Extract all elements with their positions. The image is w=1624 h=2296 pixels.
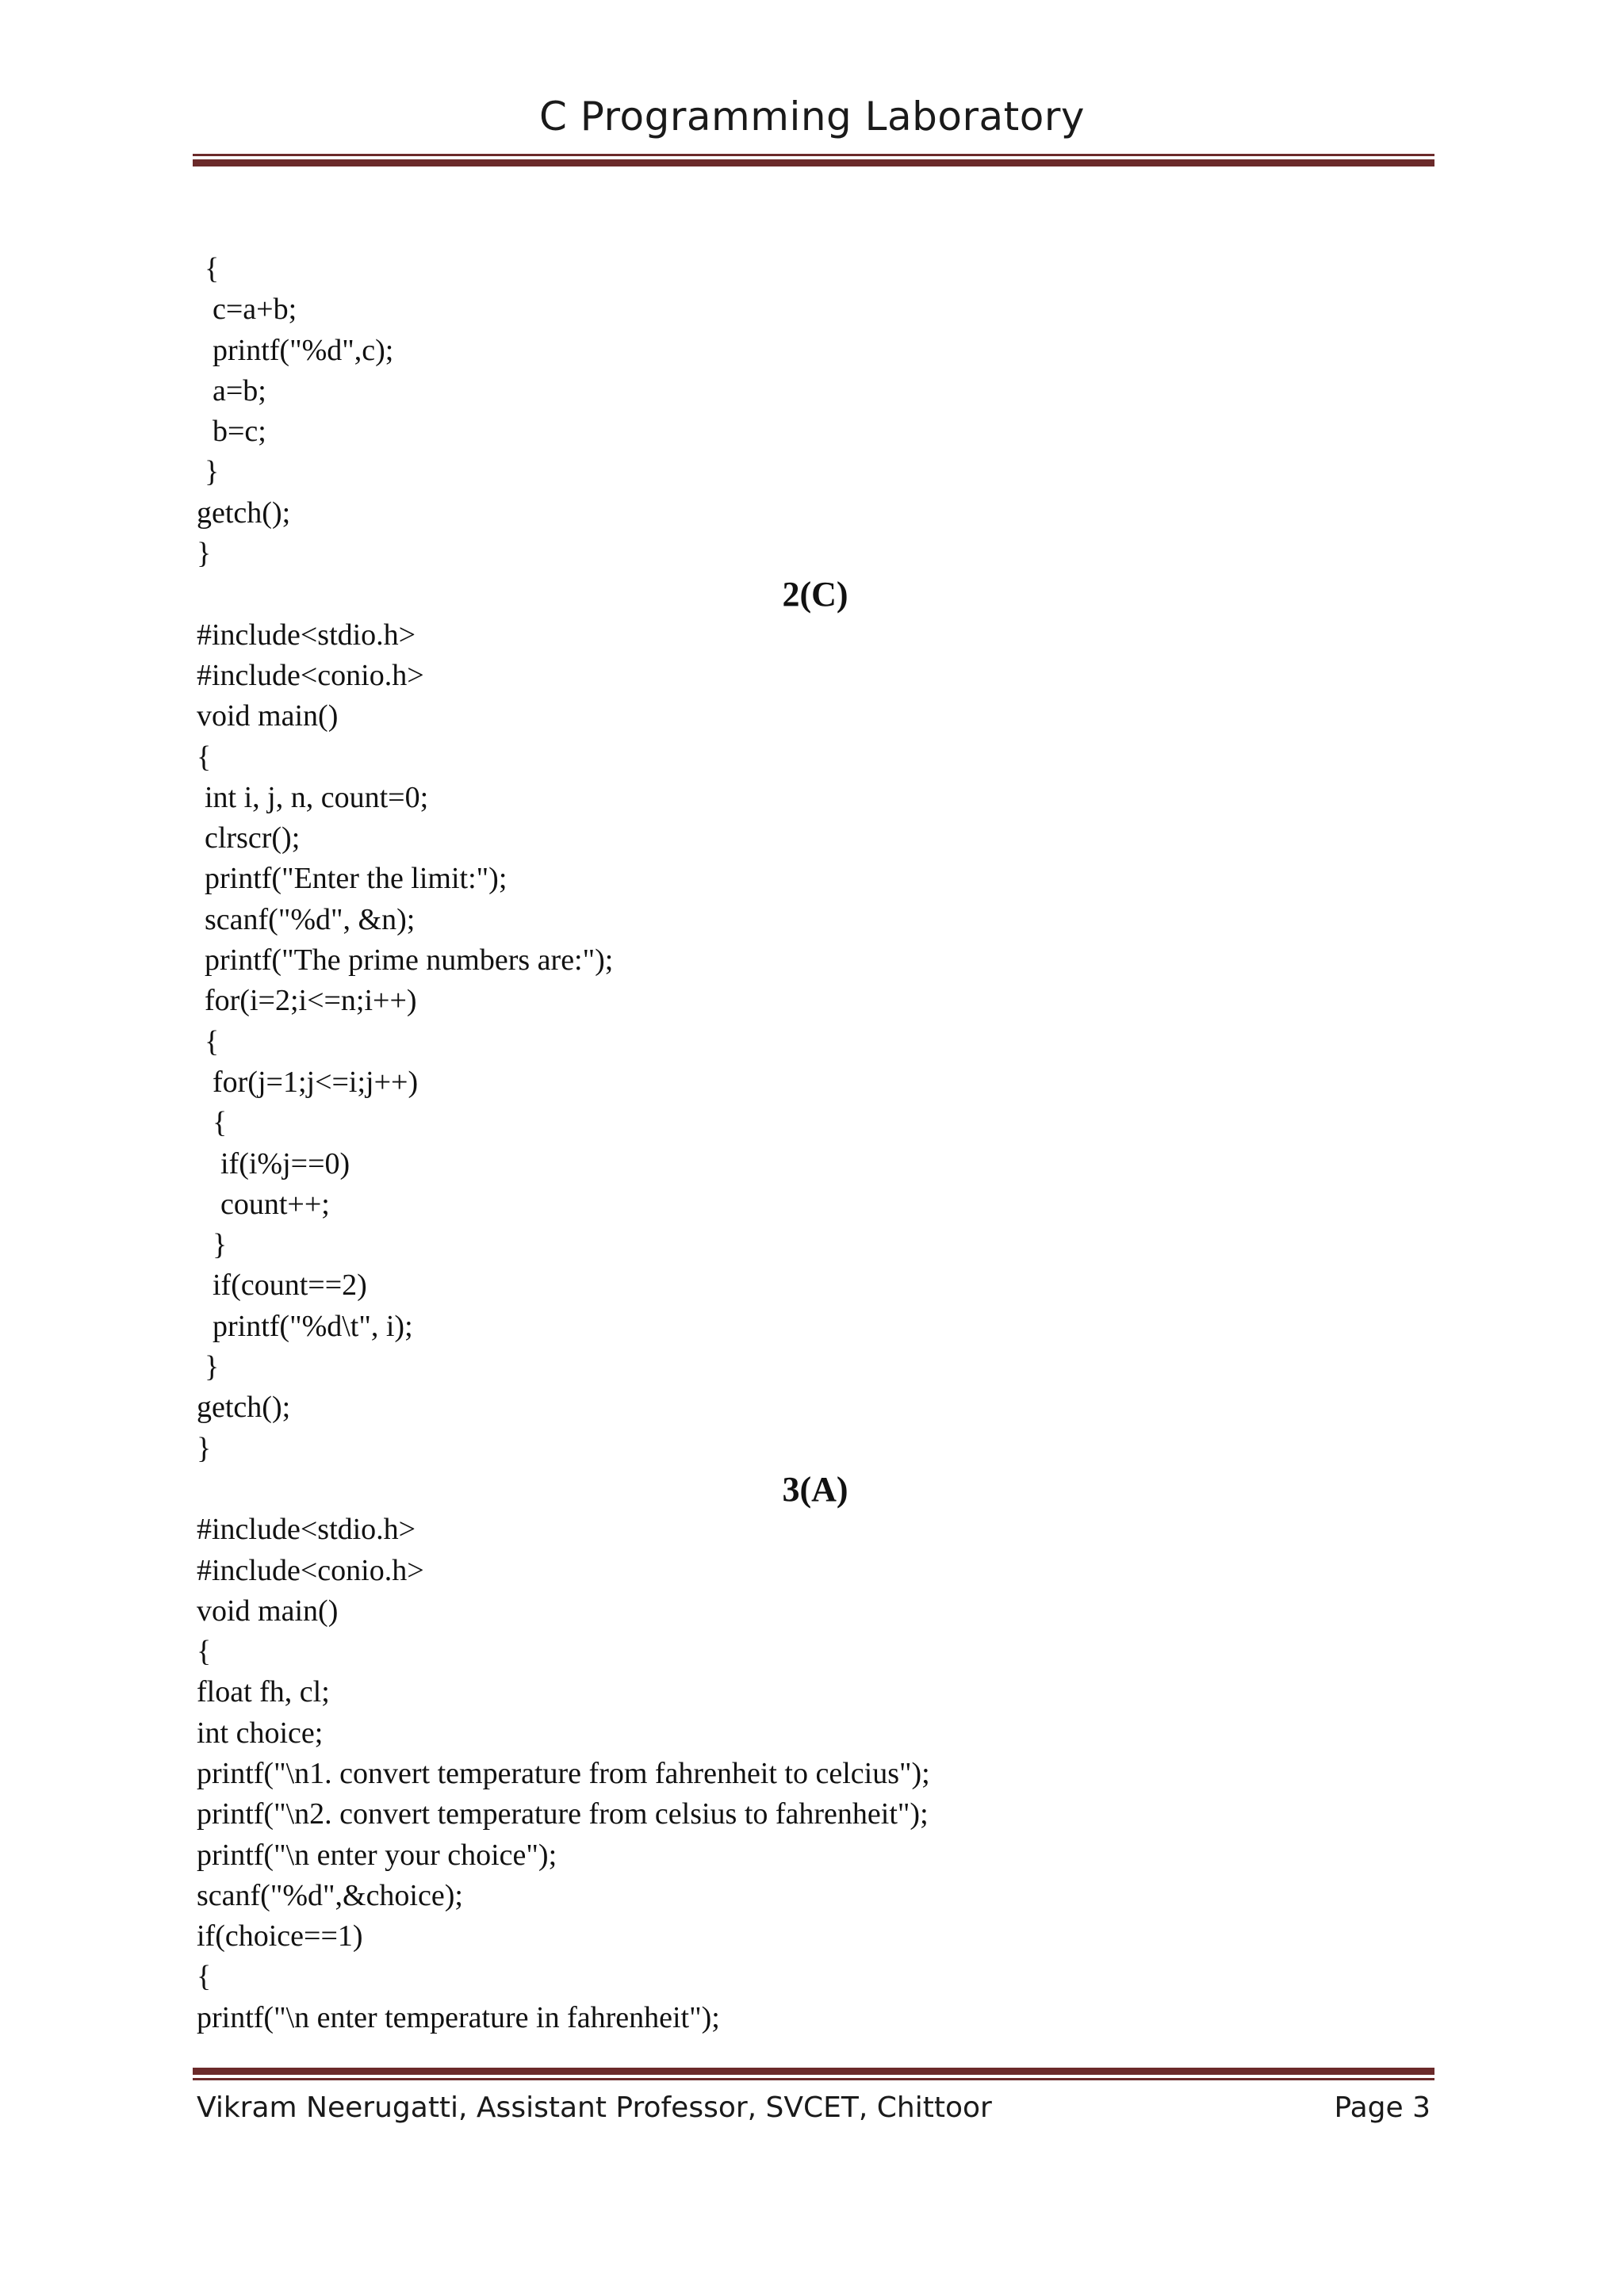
code-line: for(j=1;j<=i;j++) (213, 1065, 419, 1099)
section-heading: 2(C) (782, 575, 848, 614)
code-line: } (213, 1228, 228, 1262)
code-line: count++; (220, 1187, 330, 1221)
footer-rule-thin (193, 2078, 1434, 2080)
code-line: { (197, 740, 212, 774)
code-line: for(i=2;i<=n;i++) (205, 984, 417, 1018)
code-line: printf("%d",c); (213, 333, 394, 367)
code-line: { (213, 1106, 228, 1140)
code-line: #include<stdio.h> (197, 618, 416, 652)
code-line: if(count==2) (213, 1269, 367, 1303)
code-line: { (205, 252, 220, 285)
code-line: void main() (197, 699, 339, 733)
code-line: } (205, 455, 220, 489)
code-line: printf("Enter the limit:"); (205, 862, 508, 896)
header-rule-thick (193, 159, 1434, 166)
header-rule-thin (193, 154, 1434, 156)
code-line: getch(); (197, 1391, 291, 1425)
code-line: #include<conio.h> (197, 658, 424, 692)
code-line: { (197, 1960, 212, 1994)
page-header-title: C Programming Laboratory (538, 94, 1086, 140)
code-line: { (197, 1635, 212, 1669)
code-line: } (197, 537, 212, 571)
footer-page-number: Page 3 (1334, 2091, 1431, 2124)
code-line: printf("\n enter your choice"); (197, 1838, 557, 1872)
code-line: #include<stdio.h> (197, 1513, 416, 1547)
code-line: printf("\n enter temperature in fahrenheit"); (197, 2000, 720, 2034)
code-line: a=b; (213, 373, 266, 408)
code-line: if(choice==1) (197, 1919, 363, 1954)
footer-author: Vikram Neerugatti, Assistant Professor, SVCET, Chittoor (197, 2091, 992, 2124)
code-line: } (197, 1431, 212, 1465)
code-line: printf("The prime numbers are:"); (205, 943, 614, 978)
code-line: printf("\n1. convert temperature from fahrenheit to celcius"); (197, 1756, 930, 1790)
code-line: printf("%d\t", i); (213, 1309, 413, 1343)
code-line: int choice; (197, 1716, 324, 1750)
code-line: { (205, 1024, 220, 1058)
code-line: scanf("%d",&choice); (197, 1878, 463, 1912)
code-line: c=a+b; (213, 293, 297, 327)
code-line: int i, j, n, count=0; (205, 780, 429, 814)
code-line: #include<conio.h> (197, 1553, 424, 1587)
footer-rule-thick (193, 2068, 1434, 2075)
code-listing (197, 249, 1434, 2038)
code-line: void main() (197, 1594, 339, 1628)
code-line: printf("\n2. convert temperature from celsius to fahrenheit"); (197, 1797, 929, 1831)
code-line: if(i%j==0) (220, 1146, 350, 1181)
code-line: getch(); (197, 496, 291, 530)
code-line: } (205, 1350, 220, 1384)
section-heading: 3(A) (782, 1469, 848, 1509)
code-line: float fh, cl; (197, 1675, 330, 1709)
page-footer (197, 2084, 1431, 2131)
code-line: clrscr(); (205, 821, 301, 855)
code-line: scanf("%d", &n); (205, 902, 416, 936)
code-line: b=c; (213, 415, 266, 449)
